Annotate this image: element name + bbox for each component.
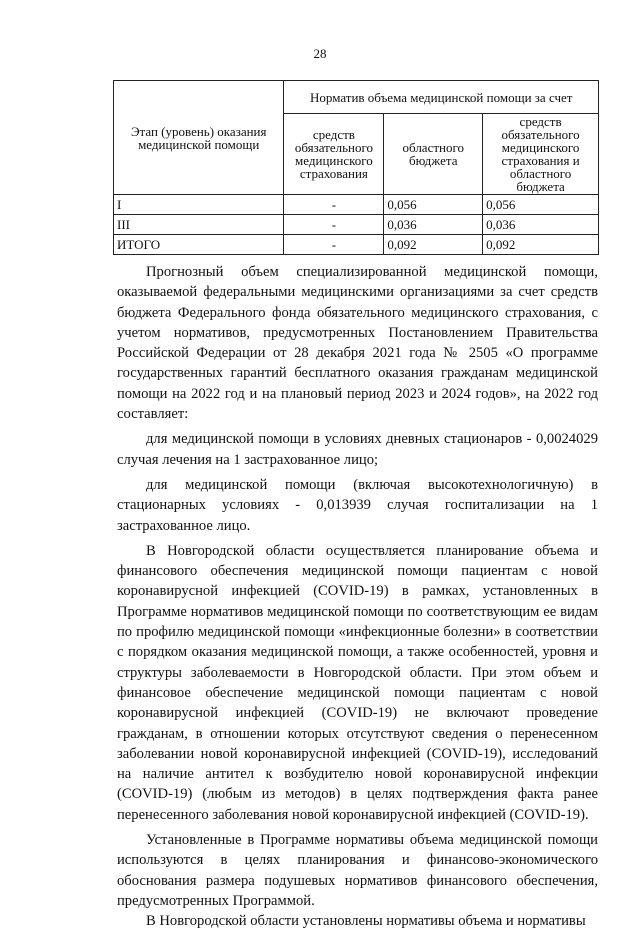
combined-cell: 0,036	[483, 215, 599, 235]
paragraph-inpatient: для медицинской помощи (включая высокотехнологичную) в стационарных условиях - 0,013939 случая госпитализации на 1 застрахованное лицо.	[117, 476, 598, 534]
combined-cell: 0,056	[483, 195, 599, 215]
table-row	[114, 235, 599, 255]
paragraph-day-hospital: для медицинской помощи в условиях дневных стационаров - 0,0024029 случая лечения на 1 застрахованное лицо;	[117, 431, 598, 468]
oms-cell: -	[284, 195, 384, 215]
stage-cell: III	[114, 215, 284, 235]
table-row	[114, 215, 599, 235]
regional-cell: 0,092	[384, 235, 483, 255]
normative-table	[113, 80, 599, 255]
col-oms-header: средств обязательного медицинского страхования	[284, 114, 384, 195]
col-stage-header: Этап (уровень) оказания медицинской помощи	[114, 81, 284, 195]
body-text	[117, 262, 598, 932]
col-regional-header: областного бюджета	[384, 114, 483, 195]
table-row	[114, 195, 599, 215]
regional-cell: 0,056	[384, 195, 483, 215]
paragraph-forecast-volume: Прогнозный объем специализированной медицинской помощи, оказываемой федеральными медицинскими организациями за счет средств бюджета Федерального фонда обязательного медицинского страхования, с учетом нормативов, предусмотренных Постановлением Правительства Российской Федерации от 28 декабря 2021 года № 2505 «О программе государственных гарантий бесплатного оказания гражданам медицинской помощи на 2022 год и на плановый период 2023 и 2024 годов», на 2022 год составляет:	[117, 264, 598, 423]
combined-cell: 0,092	[483, 235, 599, 255]
group-header: Норматив объема медицинской помощи за счет	[284, 81, 599, 114]
regional-cell: 0,036	[384, 215, 483, 235]
table-header-row	[114, 81, 599, 114]
oms-cell: -	[284, 215, 384, 235]
page-number: 28	[313, 46, 327, 61]
stage-cell: I	[114, 195, 284, 215]
col-combined-header: средств обязательного медицинского страхования и областного бюджета	[483, 114, 599, 195]
paragraph-program-norms: Установленные в Программе нормативы объема медицинской помощи используются в целях планирования и финансово-экономического обоснования размера подушевых нормативов финансового обеспечения, предусмотренных Программой.	[117, 832, 598, 909]
stage-cell: ИТОГО	[114, 235, 284, 255]
paragraph-norms-established: В Новгородской области установлены нормативы объема и нормативы	[146, 913, 586, 930]
oms-cell: -	[284, 235, 384, 255]
paragraph-covid-planning: В Новгородской области осуществляется планирование объема и финансового обеспечения медицинской помощи пациентам с новой коронавирусной инфекцией (COVID-19) в рамках, установленных в Программе нормативов медицинской помощи по соответствующим ее видам по профилю медицинской помощи «инфекционные болезни» в соответствии с порядком оказания медицинской помощи, а также особенностей, уровня и структуры заболеваемости в Новгородской области. При этом объем и финансовое обеспечение медицинской помощи пациентам с новой коронавирусной инфекцией (COVID-19) не включают проведение гражданам, в отношении которых отсутствуют сведения о перенесенном заболевании новой коронавирусной инфекцией (COVID-19), исследований на наличие антител к возбудителю новой коронавирусной инфекции (COVID-19) (любым из методов) в целях подтверждения факта ранее перенесенного заболевания новой коронавирусной инфекцией (COVID-19).	[117, 542, 598, 823]
